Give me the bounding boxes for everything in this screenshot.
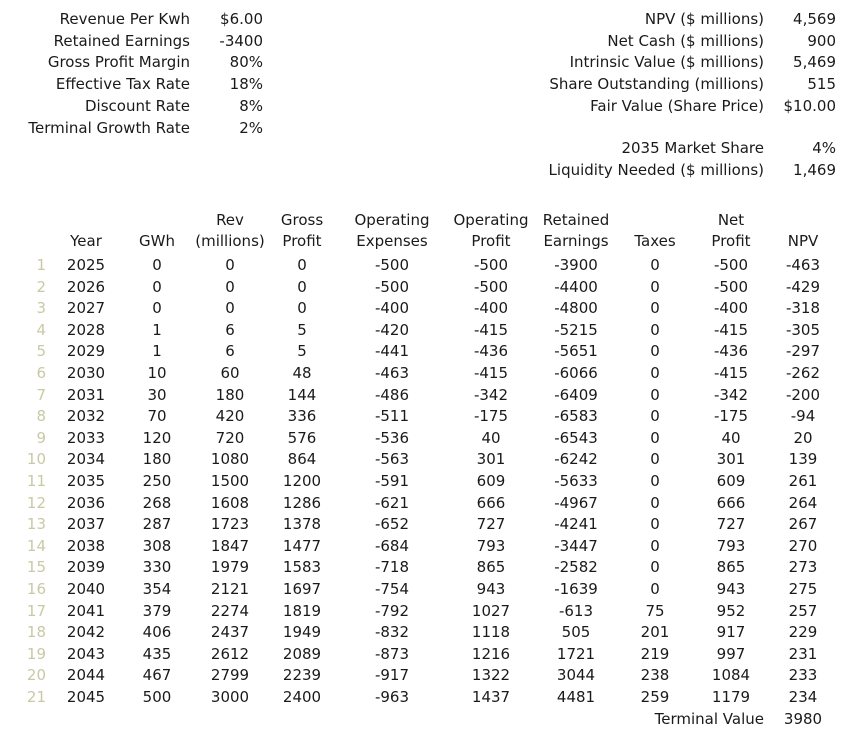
table-cell: 1200 — [282, 472, 322, 490]
table-cell: 0 — [297, 277, 307, 296]
table-cell: 139 — [788, 450, 818, 469]
table-cell: 0 — [152, 256, 162, 274]
table-cell: -415 — [713, 320, 749, 339]
header-rev-line2: (millions) — [195, 232, 265, 250]
table-cell: 997 — [716, 644, 746, 663]
input-label: Retained Earnings — [53, 31, 190, 50]
table-cell: 257 — [788, 601, 818, 620]
table-cell: 201 — [640, 623, 670, 642]
table-cell: -6583 — [554, 407, 598, 426]
table-cell: -262 — [785, 364, 821, 382]
table-cell: 1437 — [471, 688, 511, 706]
table-cell: 2799 — [210, 666, 250, 685]
table-cell: 0 — [225, 299, 235, 318]
input-label: Discount Rate — [84, 96, 190, 115]
table-cell: 308 — [142, 536, 172, 555]
table-cell: 270 — [788, 536, 818, 555]
table-cell: -429 — [785, 277, 821, 296]
summary-label: Intrinsic Value ($ millions) — [569, 53, 764, 72]
table-cell: -5633 — [554, 472, 598, 490]
table-cell: 379 — [142, 601, 172, 620]
table-cell: 0 — [650, 580, 660, 598]
table-cell: -500 — [713, 256, 749, 274]
table-cell: 40 — [721, 428, 741, 447]
table-cell: 48 — [292, 364, 312, 382]
table-cell: -5651 — [554, 342, 598, 361]
table-cell: -500 — [473, 256, 509, 274]
table-cell: -963 — [374, 688, 410, 706]
input-value: 80% — [229, 53, 263, 72]
table-cell: 500 — [142, 688, 172, 706]
table-cell: -342 — [713, 385, 749, 404]
table-cell: 2036 — [66, 493, 106, 512]
table-cell: -613 — [558, 601, 594, 620]
row-index: 15 — [26, 558, 46, 577]
row-index: 12 — [26, 493, 46, 512]
table-cell: 576 — [287, 428, 317, 447]
header-gwh-line2: GWh — [139, 232, 175, 250]
table-cell: 793 — [476, 536, 506, 555]
table-cell: 259 — [640, 688, 670, 706]
table-cell: 0 — [650, 493, 660, 512]
row-index: 11 — [26, 472, 46, 490]
table-cell: -436 — [713, 342, 749, 361]
table-cell: -342 — [473, 385, 509, 404]
row-index: 9 — [36, 428, 46, 447]
table-cell: 20 — [793, 428, 813, 447]
summary-value: 515 — [807, 75, 836, 94]
table-cell: 406 — [142, 623, 172, 642]
table-cell: 917 — [716, 623, 746, 642]
table-cell: 1216 — [471, 644, 511, 663]
table-cell: 2027 — [66, 299, 106, 318]
table-cell: 0 — [650, 320, 660, 339]
table-cell: -420 — [374, 320, 410, 339]
table-cell: -536 — [374, 428, 410, 447]
header-retained-earnings-line2: Earnings — [543, 232, 609, 250]
header-year-line2: Year — [70, 232, 102, 250]
table-cell: -305 — [785, 320, 821, 339]
table-cell: -718 — [374, 558, 410, 577]
table-cell: 2034 — [66, 450, 106, 469]
table-cell: 3044 — [556, 666, 596, 685]
table-cell: 1608 — [210, 493, 250, 512]
table-cell: -511 — [374, 407, 410, 426]
table-cell: 1979 — [210, 558, 250, 577]
row-index: 6 — [36, 364, 46, 382]
table-cell: 865 — [476, 558, 506, 577]
input-value: -3400 — [219, 31, 263, 50]
table-cell: 0 — [650, 385, 660, 404]
table-cell: 0 — [152, 299, 162, 318]
table-cell: 720 — [215, 428, 245, 447]
table-cell: 264 — [788, 493, 818, 512]
table-cell: 1723 — [210, 515, 250, 534]
header-net-profit-line2: Profit — [711, 232, 751, 250]
table-cell: 2033 — [66, 428, 106, 447]
table-cell: 287 — [142, 515, 172, 534]
table-cell: 1721 — [556, 644, 596, 663]
table-cell: 234 — [788, 688, 818, 706]
table-cell: 5 — [297, 342, 307, 361]
table-cell: 238 — [640, 666, 670, 685]
table-cell: -94 — [790, 407, 816, 426]
header-npv-line2: NPV — [787, 232, 819, 250]
input-label: Effective Tax Rate — [55, 75, 190, 94]
table-cell: -175 — [713, 407, 749, 426]
table-cell: 1378 — [282, 515, 322, 534]
table-cell: 70 — [147, 407, 167, 426]
table-cell: 1084 — [711, 666, 751, 685]
input-label: Revenue Per Kwh — [59, 10, 190, 28]
table-cell: -415 — [473, 320, 509, 339]
table-cell: 144 — [287, 385, 317, 404]
table-cell: 2042 — [66, 623, 106, 642]
header-operating-expenses-line2: Expenses — [356, 232, 428, 250]
summary-value: 1,469 — [793, 161, 836, 179]
table-cell: 2045 — [66, 688, 106, 706]
header-net-profit-line1: Net — [717, 211, 745, 229]
row-index: 2 — [36, 277, 46, 296]
table-cell: 6 — [225, 342, 235, 361]
table-cell: 1819 — [282, 601, 322, 620]
table-cell: 75 — [645, 601, 665, 620]
table-cell: 180 — [215, 385, 245, 404]
table-cell: 952 — [716, 601, 746, 620]
table-cell: 0 — [650, 407, 660, 426]
table-cell: 2239 — [282, 666, 322, 685]
row-index: 16 — [26, 580, 46, 598]
row-index: 7 — [36, 385, 46, 404]
table-cell: 2037 — [66, 515, 106, 534]
table-cell: 1500 — [210, 472, 250, 490]
table-cell: -200 — [785, 385, 821, 404]
table-cell: 268 — [142, 493, 172, 512]
input-value: 8% — [239, 96, 263, 115]
table-cell: 2043 — [66, 644, 106, 663]
table-cell: -3900 — [554, 256, 598, 274]
table-cell: 1 — [152, 342, 162, 361]
table-cell: -591 — [374, 472, 410, 490]
table-cell: -400 — [713, 299, 749, 318]
summary-value: 5,469 — [793, 53, 836, 72]
table-cell: -175 — [473, 407, 509, 426]
table-cell: 2274 — [210, 601, 250, 620]
header-operating-profit-line2: Profit — [471, 232, 511, 250]
table-cell: 1697 — [282, 580, 322, 598]
table-cell: 2121 — [210, 580, 250, 598]
table-cell: 336 — [287, 407, 317, 426]
table-cell: 2035 — [66, 472, 106, 490]
row-index: 1 — [36, 256, 46, 274]
table-cell: 0 — [650, 450, 660, 469]
table-cell: 2028 — [66, 320, 106, 339]
header-gross-profit-line1: Gross — [280, 211, 324, 229]
table-cell: -3447 — [554, 536, 598, 555]
table-cell: 120 — [142, 428, 172, 447]
table-cell: -463 — [374, 364, 410, 382]
table-cell: 1080 — [210, 450, 250, 469]
row-index: 10 — [26, 450, 46, 469]
table-cell: 1949 — [282, 623, 322, 642]
table-cell: -684 — [374, 536, 410, 555]
table-cell: 2089 — [282, 644, 322, 663]
table-cell: -400 — [473, 299, 509, 318]
table-cell: 793 — [716, 536, 746, 555]
table-cell: 0 — [650, 364, 660, 382]
table-cell: -621 — [374, 493, 410, 512]
table-cell: -6066 — [554, 364, 598, 382]
table-cell: -832 — [374, 623, 410, 642]
table-cell: 2032 — [66, 407, 106, 426]
summary-label: 2035 Market Share — [621, 139, 764, 157]
row-index: 5 — [36, 342, 46, 361]
summary-value: 900 — [807, 31, 836, 50]
table-cell: 1118 — [471, 623, 511, 642]
header-taxes-line2: Taxes — [634, 232, 676, 250]
table-cell: -400 — [374, 299, 410, 318]
table-cell: -500 — [374, 277, 410, 296]
table-cell: 0 — [650, 342, 660, 361]
table-cell: 1179 — [711, 688, 751, 706]
row-index: 3 — [36, 299, 46, 318]
table-cell: 1322 — [471, 666, 511, 685]
table-cell: 3000 — [210, 688, 250, 706]
table-cell: 261 — [788, 472, 818, 490]
table-cell: 1477 — [282, 536, 322, 555]
table-cell: 273 — [788, 558, 818, 577]
table-cell: 301 — [716, 450, 746, 469]
table-cell: 467 — [142, 666, 172, 685]
row-index: 21 — [26, 688, 46, 706]
table-cell: 2041 — [66, 601, 106, 620]
row-index: 19 — [26, 644, 46, 663]
table-cell: -1639 — [554, 580, 598, 598]
table-cell: 1027 — [471, 601, 511, 620]
table-cell: 229 — [788, 623, 818, 642]
table-cell: -500 — [473, 277, 509, 296]
table-cell: 1847 — [210, 536, 250, 555]
table-cell: 6 — [225, 320, 235, 339]
table-cell: 2026 — [66, 277, 106, 296]
table-cell: -4400 — [554, 277, 598, 296]
summary-label: NPV ($ millions) — [644, 10, 764, 28]
table-cell: 0 — [152, 277, 162, 296]
summary-label: Net Cash ($ millions) — [607, 31, 764, 50]
summary-value: 4% — [812, 139, 836, 157]
table-cell: 2437 — [210, 623, 250, 642]
header-operating-profit-line1: Operating — [453, 211, 529, 229]
table-cell: 180 — [142, 450, 172, 469]
table-cell: 0 — [297, 299, 307, 318]
row-index: 20 — [26, 666, 46, 685]
table-cell: -436 — [473, 342, 509, 361]
row-index: 4 — [36, 320, 46, 339]
table-cell: 2029 — [66, 342, 106, 361]
summary-value: 4,569 — [793, 10, 836, 28]
row-index: 18 — [26, 623, 46, 642]
table-cell: 1583 — [282, 558, 322, 577]
input-value: $6.00 — [220, 10, 263, 28]
header-operating-expenses-line1: Operating — [354, 211, 430, 229]
table-cell: 943 — [476, 580, 506, 598]
table-cell: 0 — [225, 277, 235, 296]
summary-label: Share Outstanding (millions) — [549, 75, 764, 94]
table-cell: 267 — [788, 515, 818, 534]
table-cell: 727 — [476, 515, 506, 534]
table-cell: -754 — [374, 580, 410, 598]
table-cell: 435 — [142, 644, 172, 663]
table-cell: 609 — [476, 472, 506, 490]
input-value: 18% — [229, 75, 263, 94]
table-cell: -873 — [374, 644, 410, 663]
table-cell: -4241 — [554, 515, 598, 534]
table-cell: -563 — [374, 450, 410, 469]
table-cell: -318 — [785, 299, 821, 318]
table-cell: 2040 — [66, 580, 106, 598]
table-cell: 0 — [650, 472, 660, 490]
table-cell: 666 — [476, 493, 506, 512]
table-cell: 865 — [716, 558, 746, 577]
table-cell: -4800 — [554, 299, 598, 318]
input-label: Gross Profit Margin — [47, 53, 190, 72]
table-cell: -6543 — [554, 428, 598, 447]
table-cell: 10 — [147, 364, 167, 382]
summary-label: Liquidity Needed ($ millions) — [548, 161, 764, 179]
table-cell: 2044 — [66, 666, 106, 685]
table-cell: 2038 — [66, 536, 106, 555]
table-cell: 943 — [716, 580, 746, 598]
table-cell: 864 — [287, 450, 317, 469]
header-retained-earnings-line1: Retained — [542, 211, 610, 229]
table-cell: 2031 — [66, 385, 106, 404]
table-cell: 30 — [147, 385, 167, 404]
table-cell: 0 — [650, 558, 660, 577]
input-label: Terminal Growth Rate — [28, 118, 190, 137]
table-cell: 40 — [481, 428, 501, 447]
table-cell: 0 — [297, 256, 307, 274]
table-cell: -486 — [374, 385, 410, 404]
terminal-value: 3980 — [783, 709, 823, 728]
table-cell: 420 — [215, 407, 245, 426]
table-cell: 0 — [225, 256, 235, 274]
table-cell: 2039 — [66, 558, 106, 577]
input-value: 2% — [239, 118, 263, 137]
row-index: 8 — [36, 407, 46, 426]
table-cell: 0 — [650, 536, 660, 555]
table-cell: -415 — [473, 364, 509, 382]
table-cell: 301 — [476, 450, 506, 469]
table-cell: -5215 — [554, 320, 598, 339]
table-cell: 60 — [220, 364, 240, 382]
table-cell: 2030 — [66, 364, 106, 382]
table-cell: 233 — [788, 666, 818, 685]
table-cell: 2025 — [66, 256, 106, 274]
table-cell: 505 — [561, 623, 591, 642]
table-cell: 0 — [650, 256, 660, 274]
table-cell: 330 — [142, 558, 172, 577]
table-cell: -652 — [374, 515, 410, 534]
table-cell: 2400 — [282, 688, 322, 706]
table-cell: 250 — [142, 472, 172, 490]
table-cell: -4967 — [554, 493, 598, 512]
table-cell: -2582 — [554, 558, 598, 577]
table-cell: 0 — [650, 299, 660, 318]
table-cell: 609 — [716, 472, 746, 490]
table-cell: -917 — [374, 666, 410, 685]
table-cell: 666 — [716, 493, 746, 512]
row-index: 14 — [26, 536, 46, 555]
table-cell: 2612 — [210, 644, 250, 663]
table-cell: -500 — [713, 277, 749, 296]
table-cell: 5 — [297, 320, 307, 339]
table-cell: 1 — [152, 320, 162, 339]
table-cell: -297 — [785, 342, 821, 361]
table-cell: -792 — [374, 601, 410, 620]
table-cell: 275 — [788, 580, 818, 598]
table-cell: 231 — [788, 644, 818, 663]
summary-value: $10.00 — [783, 96, 836, 115]
table-cell: 219 — [640, 644, 670, 663]
row-index: 17 — [26, 601, 46, 620]
table-cell: -441 — [374, 342, 410, 361]
table-cell: -500 — [374, 256, 410, 274]
table-cell: 0 — [650, 428, 660, 447]
summary-label: Fair Value (Share Price) — [590, 96, 764, 115]
table-cell: 0 — [650, 515, 660, 534]
table-cell: -6409 — [554, 385, 598, 404]
table-cell: 1286 — [282, 493, 322, 512]
table-cell: -463 — [785, 256, 821, 274]
table-cell: 727 — [716, 515, 746, 534]
table-cell: 4481 — [556, 688, 596, 706]
table-cell: -6242 — [554, 450, 598, 469]
header-rev-line1: Rev — [216, 211, 244, 229]
terminal-value-label: Terminal Value — [654, 709, 764, 728]
row-index: 13 — [26, 515, 46, 534]
header-gross-profit-line2: Profit — [282, 232, 322, 250]
table-cell: -415 — [713, 364, 749, 382]
table-cell: 354 — [142, 580, 172, 598]
table-cell: 0 — [650, 277, 660, 296]
